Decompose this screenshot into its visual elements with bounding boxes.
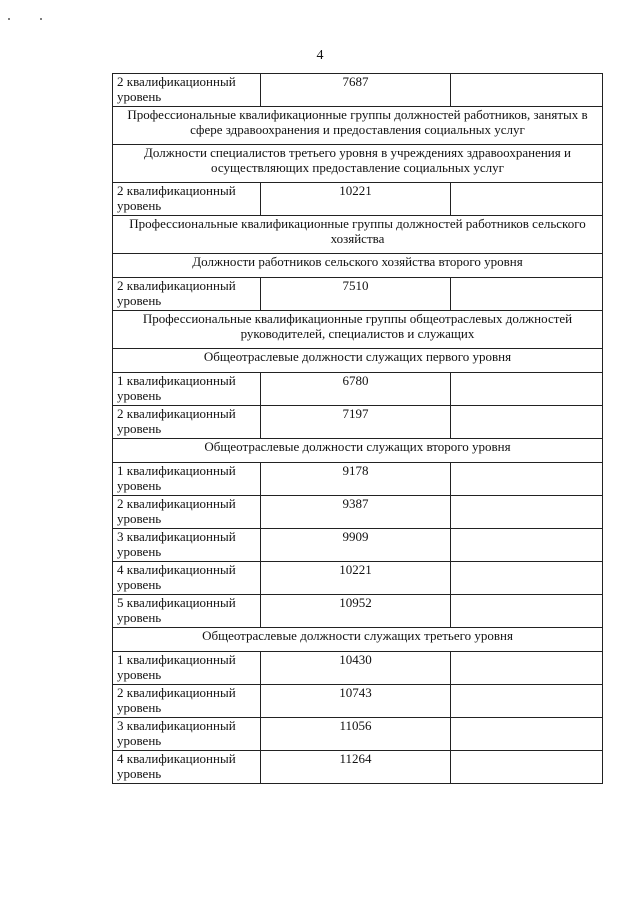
qualification-level-label: 2 квалификационный уровень: [113, 685, 261, 718]
qualification-level-label: 1 квалификационный уровень: [113, 373, 261, 406]
salary-value: 9909: [261, 529, 451, 562]
empty-cell: [451, 496, 603, 529]
qualification-level-label: 5 квалификационный уровень: [113, 595, 261, 628]
qualification-level-label: 3 квалификационный уровень: [113, 718, 261, 751]
subgroup-header: Должности работников сельского хозяйства второго уровня: [113, 254, 603, 278]
salary-value: 10743: [261, 685, 451, 718]
empty-cell: [451, 652, 603, 685]
empty-cell: [451, 562, 603, 595]
qualification-level-label: 2 квалификационный уровень: [113, 496, 261, 529]
table-row: [113, 529, 603, 562]
table-row: [113, 463, 603, 496]
page-number: 4: [316, 48, 324, 63]
table-row: [113, 685, 603, 718]
table-row: [113, 751, 603, 784]
empty-cell: [451, 406, 603, 439]
table-row: [113, 373, 603, 406]
subgroup-header: Общеотраслевые должности служащих второго уровня: [113, 439, 603, 463]
scan-speck: [8, 18, 10, 20]
qualification-level-label: 2 квалификационный уровень: [113, 278, 261, 311]
empty-cell: [451, 595, 603, 628]
subgroup-header: Общеотраслевые должности служащих третьего уровня: [113, 628, 603, 652]
table-row: [113, 439, 603, 463]
table-row: [113, 311, 603, 349]
table-row: [113, 107, 603, 145]
salary-value: 9178: [261, 463, 451, 496]
table-row: [113, 254, 603, 278]
salary-value: 11264: [261, 751, 451, 784]
salary-value: 10430: [261, 652, 451, 685]
empty-cell: [451, 718, 603, 751]
qualification-level-label: 3 квалификационный уровень: [113, 529, 261, 562]
group-header: Профессиональные квалификационные группы должностей работников, занятых в сфере здравоохранения и предоставления социальных услуг: [113, 107, 603, 145]
group-header: Профессиональные квалификационные группы общеотраслевых должностей руководителей, специалистов и служащих: [113, 311, 603, 349]
table-row: [113, 216, 603, 254]
qualification-level-label: 1 квалификационный уровень: [113, 652, 261, 685]
salary-value: 7197: [261, 406, 451, 439]
salary-value: 9387: [261, 496, 451, 529]
salary-table: [112, 73, 603, 784]
empty-cell: [451, 463, 603, 496]
subgroup-header: Должности специалистов третьего уровня в учреждениях здравоохранения и осуществляющих предоставление социальных услуг: [113, 145, 603, 183]
table-row: [113, 349, 603, 373]
table-row: [113, 595, 603, 628]
qualification-level-label: 2 квалификационный уровень: [113, 183, 261, 216]
empty-cell: [451, 751, 603, 784]
qualification-level-label: 2 квалификационный уровень: [113, 74, 261, 107]
scan-speck: [40, 18, 42, 20]
table-row: [113, 652, 603, 685]
salary-value: 10221: [261, 562, 451, 595]
qualification-level-label: 4 квалификационный уровень: [113, 751, 261, 784]
table-row: [113, 628, 603, 652]
table-row: [113, 562, 603, 595]
table-row: [113, 496, 603, 529]
salary-value: 11056: [261, 718, 451, 751]
table-row: [113, 718, 603, 751]
salary-value: 7687: [261, 74, 451, 107]
table-row: [113, 145, 603, 183]
qualification-level-label: 1 квалификационный уровень: [113, 463, 261, 496]
empty-cell: [451, 529, 603, 562]
salary-value: 10221: [261, 183, 451, 216]
table-row: [113, 278, 603, 311]
empty-cell: [451, 74, 603, 107]
salary-value: 7510: [261, 278, 451, 311]
salary-value: 6780: [261, 373, 451, 406]
group-header: Профессиональные квалификационные группы должностей работников сельского хозяйства: [113, 216, 603, 254]
table-row: [113, 183, 603, 216]
empty-cell: [451, 278, 603, 311]
empty-cell: [451, 373, 603, 406]
salary-value: 10952: [261, 595, 451, 628]
qualification-level-label: 4 квалификационный уровень: [113, 562, 261, 595]
table-row: [113, 74, 603, 107]
empty-cell: [451, 685, 603, 718]
table-row: [113, 406, 603, 439]
empty-cell: [451, 183, 603, 216]
qualification-level-label: 2 квалификационный уровень: [113, 406, 261, 439]
subgroup-header: Общеотраслевые должности служащих первого уровня: [113, 349, 603, 373]
